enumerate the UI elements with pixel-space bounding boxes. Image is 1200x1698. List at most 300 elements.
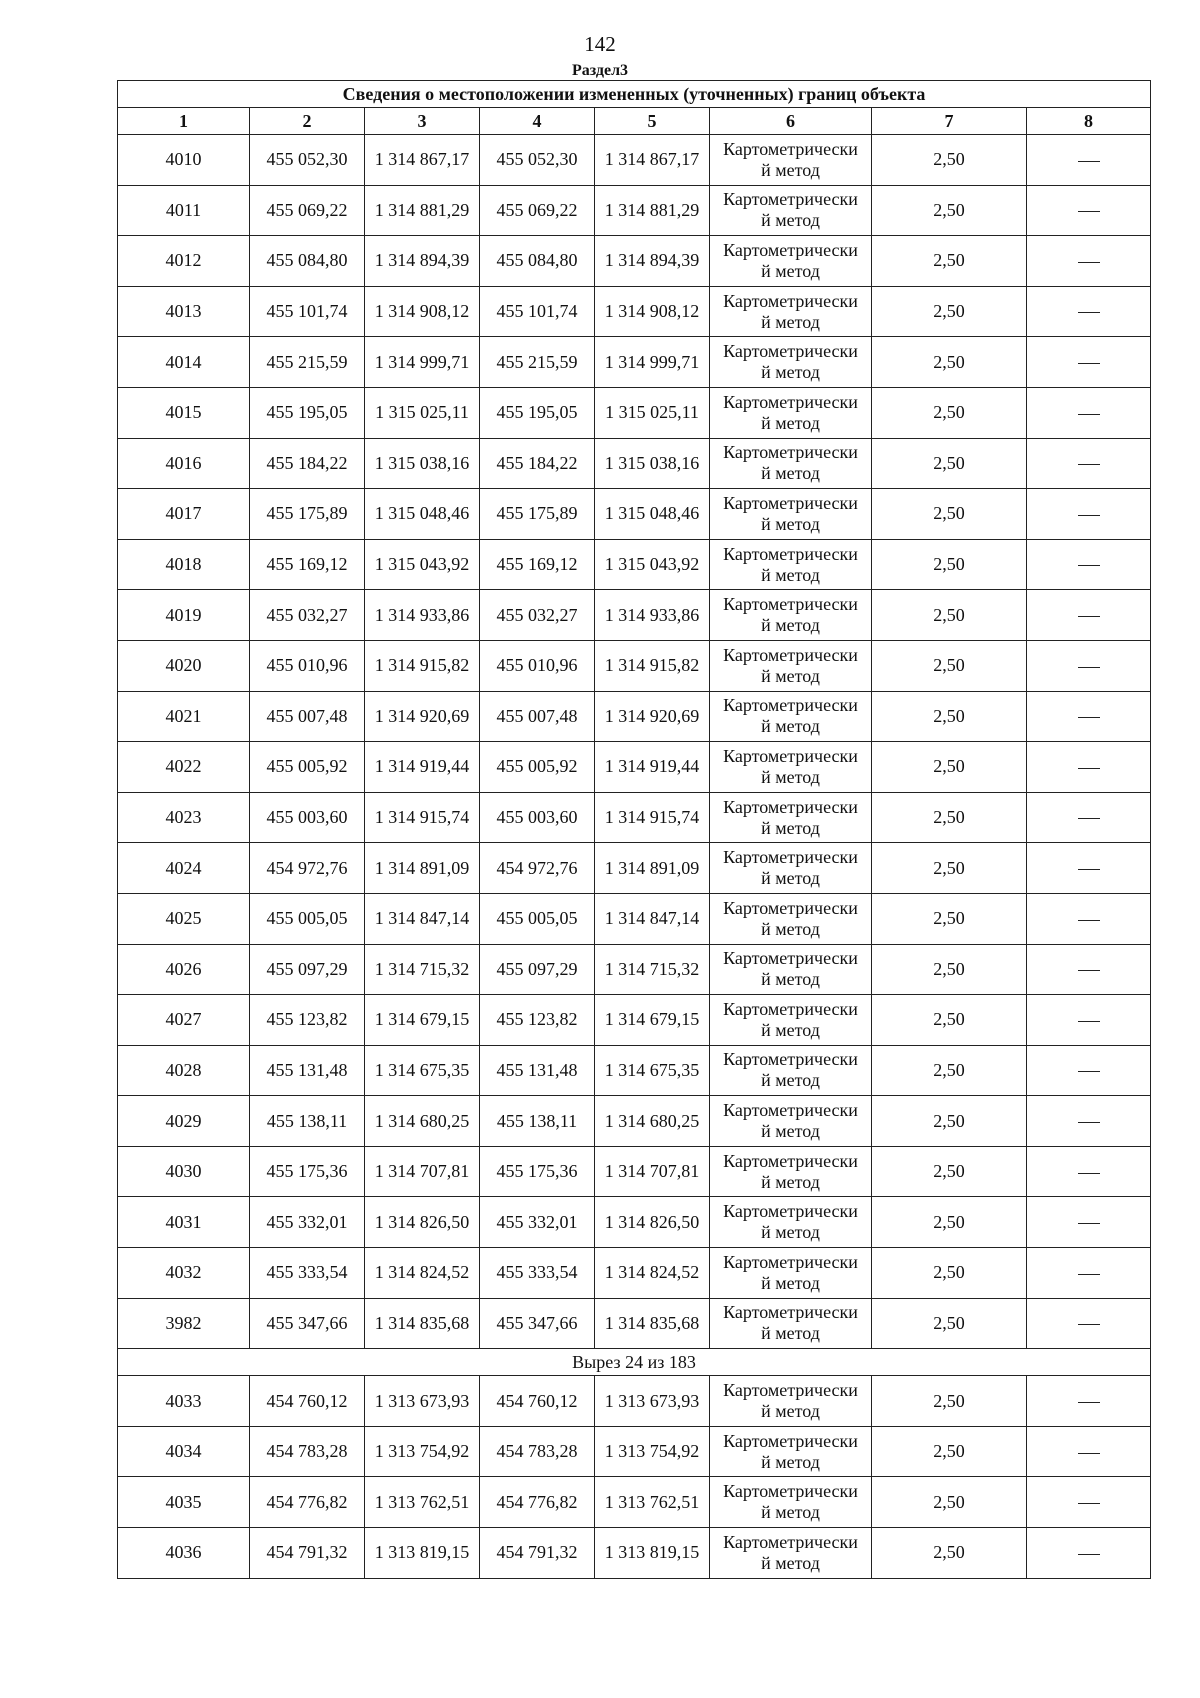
table-row	[118, 1426, 1151, 1477]
accuracy-cell: 2,50	[872, 1426, 1027, 1477]
table-row	[118, 691, 1151, 742]
point-number-cell: 4032	[118, 1248, 250, 1299]
dash-mark	[1078, 717, 1100, 718]
coordinate-cell: 1 314 908,12	[365, 286, 480, 337]
method-text-line2: й метод	[761, 918, 820, 939]
coordinate-cell: 455 097,29	[250, 944, 365, 995]
point-number-cell: 4016	[118, 438, 250, 489]
method-text-line2: й метод	[761, 1401, 820, 1422]
accuracy-cell: 2,50	[872, 742, 1027, 793]
coordinate-cell: 455 010,96	[480, 640, 595, 691]
method-text-line2: й метод	[761, 412, 820, 433]
point-number-cell: 4024	[118, 843, 250, 894]
point-number-cell: 4018	[118, 539, 250, 590]
coordinate-cell: 1 314 824,52	[365, 1248, 480, 1299]
method-text-line2: й метод	[761, 260, 820, 281]
coordinate-cell: 1 314 824,52	[595, 1248, 710, 1299]
point-number-cell: 4034	[118, 1426, 250, 1477]
dash-mark	[1078, 262, 1100, 263]
dash-mark	[1078, 1021, 1100, 1022]
method-text-line2: й метод	[761, 210, 820, 231]
coordinate-cell: 455 184,22	[250, 438, 365, 489]
table-row	[118, 236, 1151, 287]
coordinate-cell: 455 175,89	[250, 489, 365, 540]
method-text-line1: Картометрически	[723, 239, 858, 260]
accuracy-cell: 2,50	[872, 1298, 1027, 1349]
dash-mark	[1078, 920, 1100, 921]
coordinate-cell: 455 005,05	[250, 893, 365, 944]
table-row	[118, 438, 1151, 489]
table-row	[118, 489, 1151, 540]
description-cell	[1027, 944, 1151, 995]
method-cell	[710, 337, 872, 388]
point-number-cell: 4030	[118, 1146, 250, 1197]
point-number-cell: 4029	[118, 1096, 250, 1147]
table-row	[118, 337, 1151, 388]
method-cell	[710, 1197, 872, 1248]
accuracy-cell: 2,50	[872, 944, 1027, 995]
dash-mark	[1078, 1173, 1100, 1174]
description-cell	[1027, 843, 1151, 894]
accuracy-cell: 2,50	[872, 792, 1027, 843]
method-cell	[710, 691, 872, 742]
coordinate-cell: 454 972,76	[250, 843, 365, 894]
coordinate-cell: 1 314 867,17	[595, 135, 710, 186]
coordinate-cell: 1 313 819,15	[595, 1528, 710, 1579]
description-cell	[1027, 590, 1151, 641]
coordinate-cell: 1 313 762,51	[595, 1477, 710, 1528]
coordinate-cell: 1 314 679,15	[365, 995, 480, 1046]
description-cell	[1027, 1096, 1151, 1147]
method-text-line2: й метод	[761, 766, 820, 787]
coordinate-cell: 455 131,48	[250, 1045, 365, 1096]
coordinate-cell: 1 314 715,32	[365, 944, 480, 995]
coordinate-cell: 455 052,30	[480, 135, 595, 186]
dash-mark	[1078, 1503, 1100, 1504]
coordinate-cell: 1 313 762,51	[365, 1477, 480, 1528]
coordinate-cell: 1 314 915,82	[595, 640, 710, 691]
coordinate-cell: 1 314 919,44	[595, 742, 710, 793]
method-text-line1: Картометрически	[723, 543, 858, 564]
description-cell	[1027, 286, 1151, 337]
method-cell	[710, 742, 872, 793]
table-row	[118, 539, 1151, 590]
method-text-line1: Картометрически	[723, 1201, 858, 1222]
accuracy-cell: 2,50	[872, 590, 1027, 641]
point-number-cell: 4015	[118, 387, 250, 438]
table-row	[118, 792, 1151, 843]
coordinate-cell: 1 313 673,93	[595, 1376, 710, 1427]
dash-mark	[1078, 818, 1100, 819]
method-text-line1: Картометрически	[723, 1302, 858, 1323]
method-text-line2: й метод	[761, 716, 820, 737]
coordinate-cell: 455 123,82	[250, 995, 365, 1046]
column-header: 1	[118, 108, 250, 135]
coordinate-cell: 1 314 999,71	[595, 337, 710, 388]
point-number-cell: 4025	[118, 893, 250, 944]
column-header-row	[118, 108, 1151, 135]
accuracy-cell: 2,50	[872, 135, 1027, 186]
coordinate-cell: 454 776,82	[250, 1477, 365, 1528]
coordinate-cell: 1 314 835,68	[365, 1298, 480, 1349]
coordinate-cell: 1 314 707,81	[365, 1146, 480, 1197]
coordinate-cell: 455 005,92	[480, 742, 595, 793]
coordinate-cell: 455 195,05	[250, 387, 365, 438]
description-cell	[1027, 1298, 1151, 1349]
accuracy-cell: 2,50	[872, 489, 1027, 540]
method-text-line2: й метод	[761, 969, 820, 990]
method-text-line1: Картометрически	[723, 1430, 858, 1451]
method-cell	[710, 995, 872, 1046]
method-cell	[710, 1146, 872, 1197]
table-row	[118, 1248, 1151, 1299]
method-text-line2: й метод	[761, 1272, 820, 1293]
method-cell	[710, 387, 872, 438]
coordinate-cell: 455 215,59	[480, 337, 595, 388]
method-text-line1: Картометрически	[723, 847, 858, 868]
dash-mark	[1078, 1402, 1100, 1403]
section-label: Раздел3	[571, 62, 629, 79]
coordinate-cell: 455 169,12	[480, 539, 595, 590]
description-cell	[1027, 438, 1151, 489]
method-text-line2: й метод	[761, 665, 820, 686]
table-row	[118, 893, 1151, 944]
accuracy-cell: 2,50	[872, 539, 1027, 590]
coordinate-cell: 454 760,12	[250, 1376, 365, 1427]
dash-mark	[1078, 161, 1100, 162]
coordinate-cell: 455 069,22	[480, 185, 595, 236]
description-cell	[1027, 1528, 1151, 1579]
method-cell	[710, 590, 872, 641]
coordinate-cell: 1 314 867,17	[365, 135, 480, 186]
accuracy-cell: 2,50	[872, 1096, 1027, 1147]
description-cell	[1027, 1045, 1151, 1096]
method-text-line2: й метод	[761, 311, 820, 332]
coordinate-cell: 455 101,74	[250, 286, 365, 337]
accuracy-cell: 2,50	[872, 1045, 1027, 1096]
coordinate-cell: 455 052,30	[250, 135, 365, 186]
coordinate-cell: 1 314 675,35	[365, 1045, 480, 1096]
coordinate-cell: 455 169,12	[250, 539, 365, 590]
subsection-label: Вырез 24 из 183	[118, 1349, 1151, 1376]
dash-mark	[1078, 667, 1100, 668]
table-row	[118, 640, 1151, 691]
description-cell	[1027, 893, 1151, 944]
coordinate-cell: 455 032,27	[250, 590, 365, 641]
method-text-line2: й метод	[761, 1019, 820, 1040]
point-number-cell: 4011	[118, 185, 250, 236]
table-row	[118, 742, 1151, 793]
method-text-line2: й метод	[761, 1171, 820, 1192]
coordinate-cell: 455 138,11	[250, 1096, 365, 1147]
coordinate-cell: 1 314 915,74	[365, 792, 480, 843]
table-row	[118, 590, 1151, 641]
description-cell	[1027, 1426, 1151, 1477]
method-text-line1: Картометрически	[723, 341, 858, 362]
dash-mark	[1078, 1554, 1100, 1555]
coordinate-cell: 454 783,28	[250, 1426, 365, 1477]
method-text-line1: Картометрически	[723, 1150, 858, 1171]
table-row	[118, 135, 1151, 186]
coordinate-cell: 1 315 038,16	[595, 438, 710, 489]
method-cell	[710, 1096, 872, 1147]
dash-mark	[1078, 1453, 1100, 1454]
dash-mark	[1078, 414, 1100, 415]
coordinate-cell: 1 314 679,15	[595, 995, 710, 1046]
method-cell	[710, 640, 872, 691]
coordinate-cell: 455 347,66	[250, 1298, 365, 1349]
table-row	[118, 1528, 1151, 1579]
method-text-line1: Картометрически	[723, 442, 858, 463]
coordinate-cell: 455 175,36	[480, 1146, 595, 1197]
accuracy-cell: 2,50	[872, 691, 1027, 742]
coordinate-cell: 455 333,54	[250, 1248, 365, 1299]
dash-mark	[1078, 565, 1100, 566]
table-row	[118, 944, 1151, 995]
method-text-line2: й метод	[761, 362, 820, 383]
coordinate-cell: 455 007,48	[480, 691, 595, 742]
description-cell	[1027, 489, 1151, 540]
point-number-cell: 4033	[118, 1376, 250, 1427]
description-cell	[1027, 742, 1151, 793]
coordinate-cell: 1 314 826,50	[595, 1197, 710, 1248]
coordinate-cell: 1 315 025,11	[595, 387, 710, 438]
table-row	[118, 286, 1151, 337]
point-number-cell: 4036	[118, 1528, 250, 1579]
dash-mark	[1078, 1223, 1100, 1224]
column-header: 8	[1027, 108, 1151, 135]
point-number-cell: 4031	[118, 1197, 250, 1248]
coordinate-cell: 1 314 919,44	[365, 742, 480, 793]
coordinate-cell: 455 069,22	[250, 185, 365, 236]
coordinate-cell: 1 314 826,50	[365, 1197, 480, 1248]
method-text-line1: Картометрически	[723, 492, 858, 513]
description-cell	[1027, 640, 1151, 691]
accuracy-cell: 2,50	[872, 995, 1027, 1046]
coordinate-cell: 1 315 043,92	[595, 539, 710, 590]
coordinate-cell: 455 333,54	[480, 1248, 595, 1299]
coordinate-cell: 455 347,66	[480, 1298, 595, 1349]
method-text-line1: Картометрически	[723, 1100, 858, 1121]
method-text-line1: Картометрически	[723, 897, 858, 918]
method-text-line1: Картометрически	[723, 1251, 858, 1272]
method-text-line1: Картометрически	[723, 998, 858, 1019]
point-number-cell: 4035	[118, 1477, 250, 1528]
coordinate-cell: 455 005,92	[250, 742, 365, 793]
column-header: 3	[365, 108, 480, 135]
dash-mark	[1078, 211, 1100, 212]
coordinates-table	[117, 80, 1151, 1579]
coordinate-cell: 455 332,01	[250, 1197, 365, 1248]
coordinate-cell: 455 332,01	[480, 1197, 595, 1248]
coordinate-cell: 1 314 894,39	[595, 236, 710, 287]
point-number-cell: 4022	[118, 742, 250, 793]
point-number-cell: 4026	[118, 944, 250, 995]
dash-mark	[1078, 1324, 1100, 1325]
coordinate-cell: 1 314 891,09	[595, 843, 710, 894]
accuracy-cell: 2,50	[872, 387, 1027, 438]
dash-mark	[1078, 970, 1100, 971]
coordinate-cell: 1 314 920,69	[595, 691, 710, 742]
coordinate-cell: 1 314 715,32	[595, 944, 710, 995]
description-cell	[1027, 691, 1151, 742]
description-cell	[1027, 1248, 1151, 1299]
method-cell	[710, 236, 872, 287]
description-cell	[1027, 185, 1151, 236]
method-text-line2: й метод	[761, 1502, 820, 1523]
accuracy-cell: 2,50	[872, 185, 1027, 236]
method-text-line1: Картометрически	[723, 1380, 858, 1401]
table-row	[118, 1298, 1151, 1349]
coordinate-cell: 1 314 680,25	[365, 1096, 480, 1147]
method-cell	[710, 1298, 872, 1349]
coordinate-cell: 455 010,96	[250, 640, 365, 691]
point-number-cell: 4028	[118, 1045, 250, 1096]
table-row	[118, 1197, 1151, 1248]
method-cell	[710, 1528, 872, 1579]
method-text-line1: Картометрически	[723, 695, 858, 716]
table-row	[118, 1477, 1151, 1528]
accuracy-cell: 2,50	[872, 438, 1027, 489]
method-cell	[710, 135, 872, 186]
coordinate-cell: 455 175,89	[480, 489, 595, 540]
table-row	[118, 387, 1151, 438]
method-text-line2: й метод	[761, 513, 820, 534]
accuracy-cell: 2,50	[872, 1477, 1027, 1528]
dash-mark	[1078, 515, 1100, 516]
coordinate-cell: 1 314 881,29	[365, 185, 480, 236]
coordinate-cell: 1 314 891,09	[365, 843, 480, 894]
accuracy-cell: 2,50	[872, 1248, 1027, 1299]
point-number-cell: 4010	[118, 135, 250, 186]
coordinate-cell: 454 760,12	[480, 1376, 595, 1427]
accuracy-cell: 2,50	[872, 1376, 1027, 1427]
description-cell	[1027, 236, 1151, 287]
method-cell	[710, 893, 872, 944]
method-cell	[710, 1477, 872, 1528]
method-text-line1: Картометрически	[723, 1481, 858, 1502]
coordinate-cell: 1 315 025,11	[365, 387, 480, 438]
method-cell	[710, 1376, 872, 1427]
method-cell	[710, 286, 872, 337]
coordinate-cell: 1 313 673,93	[365, 1376, 480, 1427]
dash-mark	[1078, 312, 1100, 313]
description-cell	[1027, 1477, 1151, 1528]
method-text-line2: й метод	[761, 159, 820, 180]
coordinate-cell: 1 313 819,15	[365, 1528, 480, 1579]
page-number: 142	[584, 32, 616, 56]
coordinate-cell: 455 215,59	[250, 337, 365, 388]
coordinate-cell: 1 315 048,46	[365, 489, 480, 540]
description-cell	[1027, 1146, 1151, 1197]
coordinate-cell: 455 138,11	[480, 1096, 595, 1147]
point-number-cell: 4014	[118, 337, 250, 388]
method-text-line1: Картометрически	[723, 1049, 858, 1070]
dash-mark	[1078, 1274, 1100, 1275]
description-cell	[1027, 1376, 1151, 1427]
method-cell	[710, 843, 872, 894]
coordinate-cell: 455 184,22	[480, 438, 595, 489]
method-cell	[710, 539, 872, 590]
coordinate-cell: 455 195,05	[480, 387, 595, 438]
coordinate-cell: 455 003,60	[250, 792, 365, 843]
coordinate-cell: 1 313 754,92	[365, 1426, 480, 1477]
coordinate-cell: 455 003,60	[480, 792, 595, 843]
coordinate-cell: 1 315 048,46	[595, 489, 710, 540]
method-text-line1: Картометрически	[723, 391, 858, 412]
description-cell	[1027, 387, 1151, 438]
coordinate-cell: 455 032,27	[480, 590, 595, 641]
table-row	[118, 1096, 1151, 1147]
coordinate-cell: 455 175,36	[250, 1146, 365, 1197]
description-cell	[1027, 337, 1151, 388]
accuracy-cell: 2,50	[872, 1197, 1027, 1248]
point-number-cell: 4019	[118, 590, 250, 641]
method-text-line2: й метод	[761, 564, 820, 585]
table-title: Сведения о местоположении измененных (уточненных) границ объекта	[118, 81, 1151, 108]
dash-mark	[1078, 616, 1100, 617]
dash-mark	[1078, 363, 1100, 364]
method-text-line2: й метод	[761, 463, 820, 484]
accuracy-cell: 2,50	[872, 843, 1027, 894]
dash-mark	[1078, 768, 1100, 769]
accuracy-cell: 2,50	[872, 236, 1027, 287]
point-number-cell: 3982	[118, 1298, 250, 1349]
accuracy-cell: 2,50	[872, 893, 1027, 944]
method-text-line2: й метод	[761, 1121, 820, 1142]
coordinate-cell: 1 314 707,81	[595, 1146, 710, 1197]
table-row	[118, 1146, 1151, 1197]
coordinate-cell: 1 314 933,86	[595, 590, 710, 641]
coordinate-cell: 1 314 835,68	[595, 1298, 710, 1349]
coordinate-cell: 1 314 894,39	[365, 236, 480, 287]
point-number-cell: 4013	[118, 286, 250, 337]
dash-mark	[1078, 1071, 1100, 1072]
method-text-line2: й метод	[761, 817, 820, 838]
coordinate-cell: 455 101,74	[480, 286, 595, 337]
accuracy-cell: 2,50	[872, 286, 1027, 337]
table-row	[118, 843, 1151, 894]
method-text-line1: Картометрически	[723, 594, 858, 615]
table-row	[118, 1376, 1151, 1427]
method-text-line2: й метод	[761, 1222, 820, 1243]
method-text-line1: Картометрически	[723, 745, 858, 766]
method-cell	[710, 1426, 872, 1477]
coordinate-cell: 1 314 933,86	[365, 590, 480, 641]
method-text-line1: Картометрически	[723, 948, 858, 969]
method-text-line1: Картометрически	[723, 189, 858, 210]
description-cell	[1027, 995, 1151, 1046]
description-cell	[1027, 135, 1151, 186]
accuracy-cell: 2,50	[872, 1528, 1027, 1579]
table-row	[118, 1045, 1151, 1096]
coordinate-cell: 455 084,80	[480, 236, 595, 287]
method-cell	[710, 1045, 872, 1096]
coordinate-cell: 1 314 908,12	[595, 286, 710, 337]
coordinate-cell: 454 791,32	[480, 1528, 595, 1579]
subsection-row	[118, 1349, 1151, 1376]
method-cell	[710, 438, 872, 489]
method-cell	[710, 792, 872, 843]
method-text-line2: й метод	[761, 615, 820, 636]
description-cell	[1027, 539, 1151, 590]
dash-mark	[1078, 464, 1100, 465]
coordinate-cell: 1 313 754,92	[595, 1426, 710, 1477]
column-header: 7	[872, 108, 1027, 135]
coordinate-cell: 455 131,48	[480, 1045, 595, 1096]
coordinate-cell: 455 123,82	[480, 995, 595, 1046]
method-text-line1: Картометрически	[723, 796, 858, 817]
